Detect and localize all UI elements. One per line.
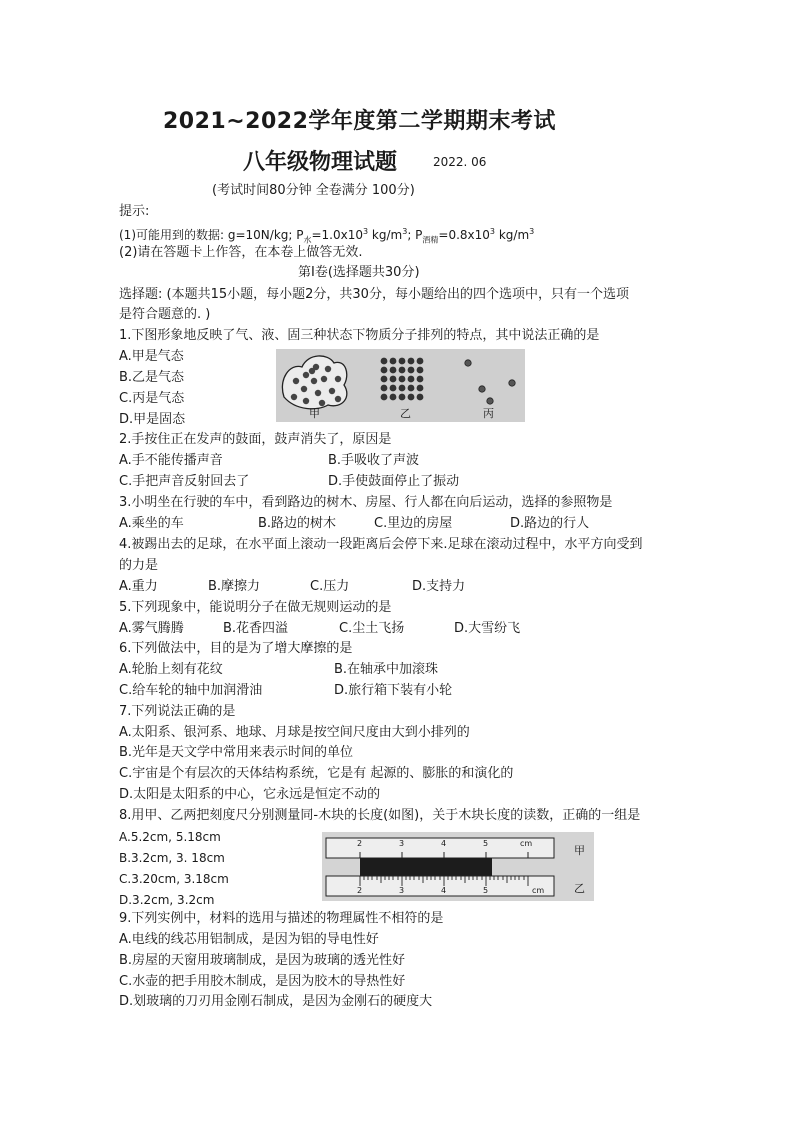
tips-line2: (2)请在答题卡上作答，在本卷上做答无效. [119, 245, 363, 260]
question-5-option-c: C.尘土飞扬 [339, 621, 405, 636]
question-5-option-d: D.大雪纷飞 [454, 621, 521, 636]
ruler-bottom-unit: cm [532, 886, 545, 895]
molecule-figure [276, 349, 525, 422]
question-6-stem: 6.下列做法中，目的是为了增大摩擦的是 [119, 641, 353, 656]
question-5-option-a: A.雾气腾腾 [119, 621, 184, 636]
question-6-option-c: C.给车轮的轴中加润滑油 [119, 683, 263, 698]
question-6-option-b: B.在轴承中加滚珠 [334, 662, 439, 677]
question-1-stem: 1.下图形象地反映了气、液、固三种状态下物质分子排列的特点，其中说法正确的是 [119, 328, 600, 343]
question-2-stem: 2.手按住正在发声的鼓面，鼓声消失了，原因是 [119, 432, 392, 447]
question-9-option-b: B.房屋的天窗用玻璃制成，是因为玻璃的透光性好 [119, 953, 406, 968]
question-9-option-c: C.水壶的把手用胶木制成，是因为胶木的导热性好 [119, 974, 406, 989]
question-1-option-b: B.乙是气态 [119, 370, 185, 385]
ruler-bottom-tick-3: 3 [399, 886, 405, 895]
ruler-top-tick-4: 4 [441, 839, 447, 848]
question-4-option-a: A.重力 [119, 579, 158, 594]
ruler-diagram [322, 832, 594, 901]
question-4-option-b: B.摩擦力 [208, 579, 261, 594]
ruler-top-tick-5: 5 [483, 839, 489, 848]
question-2-option-d: D.手使鼓面停止了振动 [328, 474, 460, 489]
question-8-option-d: D.3.2cm, 3.2cm [119, 893, 215, 907]
question-2-option-b: B.手吸收了声波 [328, 453, 420, 468]
question-3-option-b: B.路边的树木 [258, 516, 337, 531]
exam-title: 2021~2022学年度第二学期期末考试 [163, 109, 556, 134]
question-4-option-d: D.支持力 [412, 579, 466, 594]
ruler-top-tick-3: 3 [399, 839, 405, 848]
exam-date: 2022. 06 [433, 155, 487, 169]
question-9-stem: 9.下列实例中，材料的选用与描述的物理属性不相符的是 [119, 911, 444, 926]
question-6-option-a: A.轮胎上刻有花纹 [119, 662, 223, 677]
ruler-bottom-tick-5: 5 [483, 886, 489, 895]
question-4-option-c: C.压力 [310, 579, 350, 594]
question-5-stem: 5.下列现象中，能说明分子在做无规则运动的是 [119, 600, 392, 615]
section-title: 第Ⅰ卷(选择题共30分) [298, 265, 420, 280]
ruler-figure [322, 832, 594, 901]
question-7-option-b: B.光年是天文学中常用来表示时间的单位 [119, 745, 354, 760]
question-7-option-a: A.太阳系、银河系、地球、月球是按空间尺度由大到小排列的 [119, 725, 470, 740]
ruler-bottom-tick-4: 4 [441, 886, 447, 895]
molecule-label-bing: 丙 [483, 407, 494, 420]
ruler-label-jia: 甲 [574, 844, 585, 857]
question-1-option-c: C.丙是气态 [119, 391, 185, 406]
ruler-label-yi: 乙 [574, 882, 585, 895]
question-8-stem: 8.用甲、乙两把刻度尺分别测量同-木块的长度(如图)，关于木块长度的读数，正确的一组是 [119, 808, 641, 823]
question-7-option-c: C.宇宙是个有层次的天体结构系统，它是有 起源的、膨胀的和演化的 [119, 766, 514, 781]
exam-info: (考试时间80分钟 全卷满分 100分) [212, 183, 415, 198]
question-2-option-c: C.手把声音反射回去了 [119, 474, 250, 489]
tips-label: 提示: [119, 204, 150, 219]
question-3-option-c: C.里边的房屋 [374, 516, 453, 531]
question-8-option-a: A.5.2cm, 5.18cm [119, 830, 221, 844]
molecule-label-yi: 乙 [400, 407, 411, 420]
question-8-option-c: C.3.20cm, 3.18cm [119, 872, 229, 886]
question-1-option-d: D.甲是固态 [119, 412, 186, 427]
question-3-stem: 3.小明坐在行驶的车中，看到路边的树木、房屋、行人都在向后运动，选择的参照物是 [119, 495, 613, 510]
question-5-option-b: B.花香四溢 [223, 621, 289, 636]
question-3-option-a: A.乘坐的车 [119, 516, 184, 531]
ruler-top-unit: cm [520, 839, 533, 848]
question-9-option-d: D.划玻璃的刀刃用金刚石制成，是因为金刚石的硬度大 [119, 994, 433, 1009]
ruler-bottom-tick-2: 2 [357, 886, 363, 895]
question-1-option-a: A.甲是气态 [119, 349, 184, 364]
question-2-option-a: A.手不能传播声音 [119, 453, 223, 468]
question-7-option-d: D.太阳是太阳系的中心，它永远是恒定不动的 [119, 787, 381, 802]
molecule-label-jia: 甲 [309, 407, 320, 420]
section-intro-2: 是符合题意的. ) [119, 307, 211, 322]
ruler-top-tick-2: 2 [357, 839, 363, 848]
question-9-option-a: A.电线的线芯用铝制成，是因为铝的导电性好 [119, 932, 379, 947]
exam-subtitle: 八年级物理试题 [243, 150, 398, 175]
question-7-stem: 7.下列说法正确的是 [119, 704, 236, 719]
question-6-option-d: D.旅行箱下装有小轮 [334, 683, 453, 698]
question-4-stem-2: 的力是 [119, 558, 159, 573]
question-4-stem: 4.被踢出去的足球，在水平面上滚动一段距离后会停下来.足球在滚动过程中，水平方向受到 [119, 537, 643, 552]
question-3-option-d: D.路边的行人 [510, 516, 590, 531]
tips-line1: (1)可能用到的数据: g=10N/kg; $P_水=1.0x10^3$ $kg/m^3$; $P_{酒精}=0.8x10^3$ $kg/m^3$ [119, 227, 535, 245]
section-intro-1: 选择题: (本题共15小题，每小题2分，共30分，每小题给出的四个选项中，只有一个选项 [119, 287, 629, 302]
question-8-option-b: B.3.2cm, 3. 18cm [119, 851, 225, 865]
